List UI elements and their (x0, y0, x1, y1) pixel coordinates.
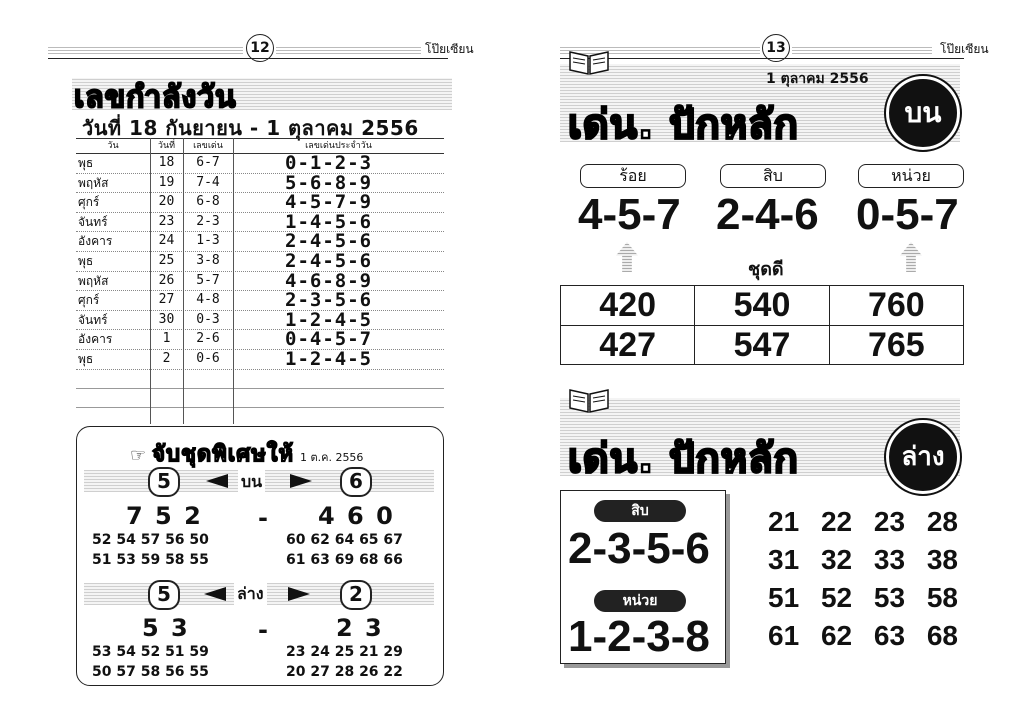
table-empty-row (76, 370, 444, 389)
grid-cell: 68 (926, 620, 958, 651)
bottom-dash: - (258, 616, 268, 644)
left-header-brand: โป๊ยเซียน (425, 42, 474, 56)
label-units: หน่วย (858, 164, 964, 188)
table-row (76, 232, 444, 252)
up-arrow-icon (900, 242, 922, 272)
table-cell-date: 18 (158, 155, 175, 170)
table-cell-numbers: 0-1-2-3 (285, 152, 373, 174)
table-cell-day: อังคาร (78, 332, 113, 347)
table-cell-numbers: 0-4-5-7 (285, 328, 373, 351)
table-row (76, 330, 444, 350)
table-cell-date: 30 (158, 311, 175, 327)
label-hundreds: ร้อย (580, 164, 686, 188)
bottom-right-number: 2 (340, 580, 372, 610)
special-title: จับชุดพิเศษให้ (152, 442, 294, 467)
table-row (76, 154, 444, 174)
table-cell-date: 1 (162, 331, 171, 347)
table-cell-date: 23 (158, 213, 175, 229)
table-cell-date: 26 (158, 272, 175, 288)
grid-cell: 760 (867, 286, 925, 324)
bottom-right-row-2: 20 27 28 26 22 (286, 664, 403, 680)
arrow-left-icon (206, 474, 228, 488)
table-empty-row (76, 389, 444, 408)
table-header-cell: วัน (107, 141, 119, 151)
table-header-row (76, 139, 444, 154)
grid-cell: 427 (561, 326, 695, 365)
table-row (76, 210, 444, 233)
grid-cell: 62 (820, 620, 853, 651)
table-row (76, 347, 444, 370)
top-badge: บน (886, 76, 960, 150)
right-page-number: 13 (762, 34, 790, 62)
set-label: ชุดดี (748, 259, 784, 280)
grid-cell: 63 (873, 620, 906, 651)
grid-row (561, 326, 963, 365)
table-cell-date: 25 (158, 252, 175, 268)
table-cell-day: จันทร์ (78, 214, 108, 229)
table-row (76, 171, 444, 194)
open-book-icon (568, 46, 610, 76)
table-cell-lead: 6-8 (196, 194, 220, 210)
unit-label: หน่วย (594, 590, 686, 612)
top-left-row-2: 51 53 59 58 55 (92, 552, 209, 568)
table-header-cell: เลขเด่น (193, 141, 223, 151)
table-cell-numbers: 2-3-5-6 (285, 289, 373, 312)
table-cell-lead: 0-3 (196, 311, 220, 327)
grid-row (768, 582, 958, 620)
grid-cell: 51 (768, 582, 800, 613)
bottom-left-row-2: 50 57 58 56 55 (92, 664, 209, 680)
left-page-number: 12 (246, 34, 274, 62)
table-row (76, 193, 444, 213)
table-row (76, 308, 444, 331)
grid-cell: 58 (926, 582, 958, 613)
bottom-title: เด่น. ปักหลัก (568, 436, 799, 482)
bottom-left-main: 5 3 (142, 614, 190, 642)
ten-digits: 2-3-5-6 (568, 524, 710, 573)
bottom-badge: ล่าง (886, 420, 960, 494)
left-table (76, 138, 444, 425)
table-cell-date: 19 (158, 174, 175, 190)
top-title: เด่น. ปักหลัก (568, 102, 799, 148)
bottom-right-main: 2 3 (336, 614, 384, 642)
table-cell-lead: 5-7 (196, 272, 220, 288)
left-header-rule-right (276, 46, 421, 54)
left-subtitle: วันที่ 18 กันยายน - 1 ตุลาคม 2556 (82, 116, 419, 140)
table-cell-date: 27 (158, 292, 175, 308)
grid-cell: 53 (873, 582, 906, 613)
table-cell-numbers: 2-4-5-6 (285, 249, 373, 272)
grid-cell: 765 (867, 326, 925, 364)
table-cell-day: ศุกร์ (78, 195, 100, 210)
top-right-row-1: 60 62 64 65 67 (286, 532, 403, 548)
right-page (512, 0, 1024, 724)
top-left-number: 5 (148, 467, 180, 497)
table-cell-date: 20 (158, 194, 175, 210)
table-cell-lead: 4-8 (196, 292, 220, 308)
table-col-divider (233, 138, 234, 424)
top-number-grid (560, 285, 964, 365)
table-cell-day: พฤหัส (78, 175, 109, 190)
table-cell-lead: 2-3 (196, 213, 220, 229)
left-header-underline (48, 58, 448, 59)
table-header-cell: วันที่ (157, 141, 176, 151)
top-label: บน (238, 470, 265, 495)
open-book-icon (568, 384, 610, 414)
table-cell-day: อังคาร (78, 234, 113, 249)
table-cell-numbers: 1-2-4-5 (285, 347, 373, 370)
arrow-right-icon (288, 587, 310, 601)
top-left-main: 7 5 2 (126, 502, 203, 530)
table-row (76, 291, 444, 311)
grid-cell: 540 (695, 286, 829, 325)
table-cell-date: 24 (158, 233, 175, 249)
grid-row (561, 286, 963, 326)
digits-hundreds: 4-5-7 (578, 190, 681, 239)
table-cell-numbers: 2-4-5-6 (285, 230, 373, 253)
grid-row (768, 544, 958, 582)
right-header-underline (560, 58, 964, 59)
grid-cell: 33 (873, 544, 906, 575)
table-cell-day: พุธ (78, 253, 94, 268)
grid-cell: 38 (926, 544, 958, 575)
table-cell-numbers: 4-5-7-9 (285, 191, 373, 214)
top-left-row-1: 52 54 57 56 50 (92, 532, 209, 548)
table-cell-lead: 7-4 (196, 174, 220, 190)
arrow-left-icon (204, 587, 226, 601)
table-row (76, 249, 444, 272)
table-col-divider (183, 138, 184, 424)
table-row (76, 269, 444, 292)
grid-cell: 23 (873, 506, 906, 537)
up-arrow-icon (616, 242, 638, 272)
grid-row (768, 506, 958, 544)
table-cell-numbers: 5-6-8-9 (285, 171, 373, 194)
table-cell-day: จันทร์ (78, 312, 108, 327)
grid-cell: 21 (768, 506, 800, 537)
bottom-right-row-1: 23 24 25 21 29 (286, 644, 403, 660)
table-cell-day: พุธ (78, 351, 94, 366)
table-header-cell: เลขเด่นประจำวัน (305, 141, 372, 151)
table-cell-day: พุธ (78, 156, 94, 170)
grid-row (768, 620, 958, 658)
digits-tens: 2-4-6 (716, 190, 819, 239)
bottom-left-number: 5 (148, 580, 180, 610)
top-right-row-2: 61 63 69 68 66 (286, 552, 403, 568)
left-title: เลขกำลังวัน (74, 80, 237, 115)
bottom-label: ล่าง (234, 582, 267, 607)
left-header-rule (48, 46, 243, 54)
top-dash: - (258, 504, 268, 532)
top-date: 1 ตุลาคม 2556 (766, 71, 869, 87)
table-cell-day: ศุกร์ (78, 293, 100, 308)
bottom-left-row-1: 53 54 52 51 59 (92, 644, 209, 660)
table-cell-day: พฤหัส (78, 273, 109, 288)
table-cell-date: 2 (162, 350, 171, 366)
label-tens: สิบ (720, 164, 826, 188)
table-col-divider (150, 138, 151, 424)
table-cell-lead: 1-3 (196, 233, 220, 249)
table-cell-numbers: 1-2-4-5 (285, 308, 373, 331)
table-cell-lead: 2-6 (196, 331, 220, 347)
top-right-main: 4 6 0 (318, 502, 395, 530)
table-cell-numbers: 1-4-5-6 (285, 210, 373, 233)
table-cell-lead: 3-8 (196, 252, 220, 268)
grid-cell: 31 (768, 544, 800, 575)
table-cell-lead: 0-6 (196, 350, 220, 366)
grid-cell: 22 (820, 506, 853, 537)
table-body (76, 154, 444, 370)
grid-cell: 61 (768, 620, 800, 651)
special-header (130, 436, 363, 471)
right-header-rule-right (792, 46, 932, 54)
grid-cell: 32 (820, 544, 853, 575)
unit-digits: 1-2-3-8 (568, 612, 710, 661)
table-cell-numbers: 4-6-8-9 (285, 269, 373, 292)
table-cell-lead: 6-7 (196, 155, 220, 170)
bottom-number-grid (768, 506, 958, 658)
arrow-right-icon (290, 474, 312, 488)
top-right-number: 6 (340, 467, 372, 497)
grid-cell: 52 (820, 582, 853, 613)
right-header-brand: โป๊ยเซียน (940, 42, 989, 56)
digits-units: 0-5-7 (856, 190, 959, 239)
grid-cell: 420 (561, 286, 695, 325)
ten-label: สิบ (594, 500, 686, 522)
special-date: 1 ต.ค. 2556 (299, 451, 364, 464)
grid-cell: 28 (926, 506, 958, 537)
grid-cell: 547 (695, 326, 829, 365)
pointing-hand-icon: ☞ (130, 445, 147, 466)
